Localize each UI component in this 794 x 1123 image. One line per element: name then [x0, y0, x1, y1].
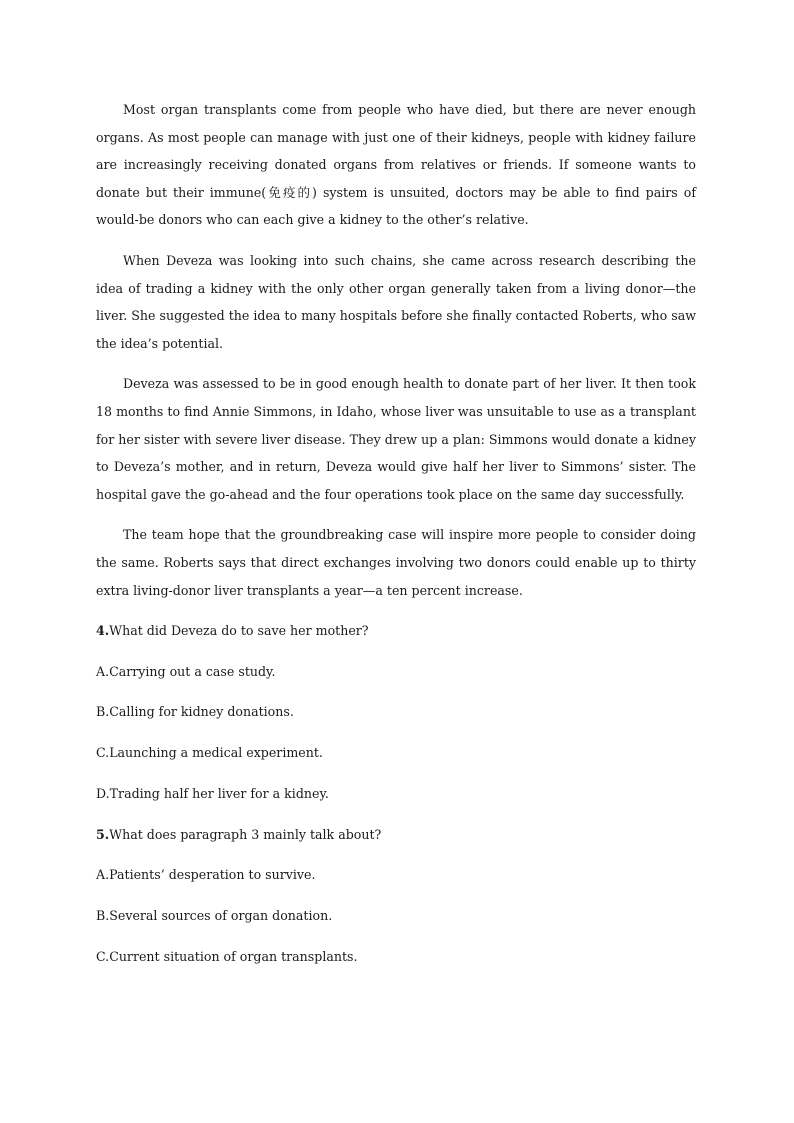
question-5-option-a: A.Patients’ desperation to survive. — [96, 867, 316, 883]
passage-paragraph-3: Deveza was assessed to be in good enough health to donate part of her liver. It then took 18 months to find Annie Simmons, in Idaho, whose liver was unsuitable to use as a transplant for her sister with severe liver disease. They drew up a plan: Simmons would donate a kidney to Deveza’s mother, and in return, Deveza would give half her liver to Simmons’ sister. The hospital gave the go-ahead and the four operations took place on the same day successfully. — [96, 376, 696, 502]
passage-paragraph-2: When Deveza was looking into such chains, she came across research describing the idea of trading a kidney with the only other organ generally taken from a living donor—the liver. She suggested the idea to many hospitals before she finally contacted Roberts, who saw the idea’s potential. — [96, 252, 696, 351]
question-4-option-c: C.Launching a medical experiment. — [96, 745, 323, 761]
question-4-option-b: B.Calling for kidney donations. — [96, 704, 294, 720]
question-5-text: What does paragraph 3 mainly talk about? — [109, 826, 382, 842]
question-4-number: 4. — [96, 623, 110, 639]
passage-paragraph-4: The team hope that the groundbreaking case will inspire more people to consider doing the same. Roberts says that direct exchanges involving two donors could enable up to thirty extra living-donor liver transplants a year—a ten percent increase. — [96, 527, 696, 598]
question-4 — [96, 617, 696, 807]
question-5-option-c: C.Current situation of organ transplants. — [96, 948, 358, 964]
question-4-option-d: D.Trading half her liver for a kidney. — [96, 785, 329, 801]
question-5 — [96, 821, 696, 971]
document-page — [96, 96, 696, 983]
reading-passage — [96, 96, 696, 604]
question-4-stem — [96, 617, 696, 645]
question-4-text: What did Deveza do to save her mother? — [109, 623, 369, 639]
passage-paragraph-1: Most organ transplants come from people who have died, but there are never enough organs. As most people can manage with just one of their kidneys, people with kidney failure are increasingly receiving donated organs from relatives or friends. If someone wants to donate but their immune(免疫的) system is unsuited, doctors may be able to find pairs of would-be donors who can each give a kidney to the other’s relative. — [96, 102, 696, 228]
question-5-stem — [96, 821, 696, 849]
question-5-option-b: B.Several sources of organ donation. — [96, 907, 333, 923]
question-4-option-a: A.Carrying out a case study. — [96, 663, 276, 679]
question-5-number: 5. — [96, 826, 110, 842]
